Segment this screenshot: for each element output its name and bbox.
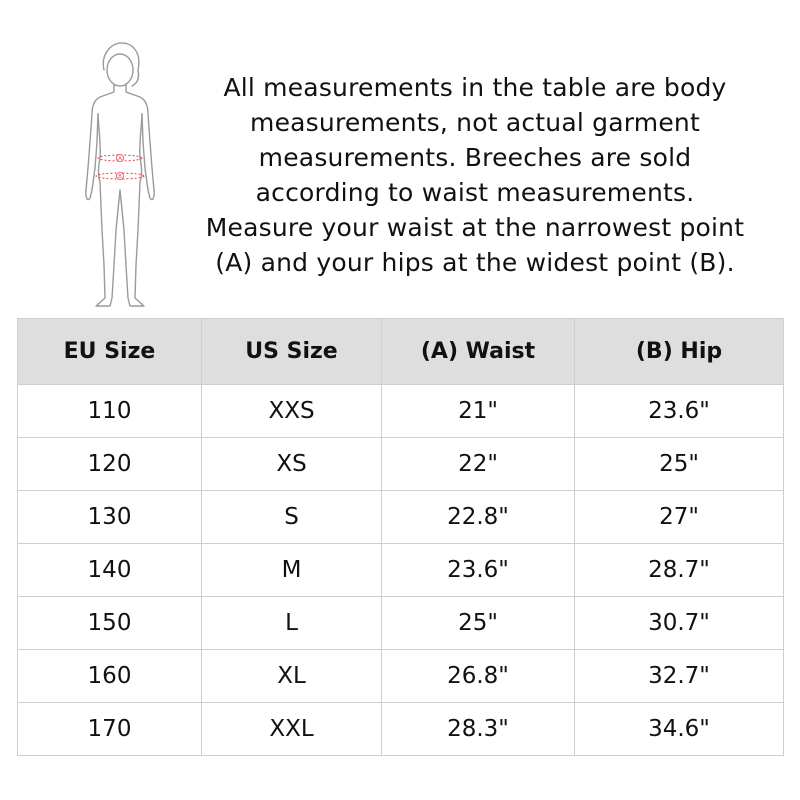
waist-cell: 28.3" [382,703,575,756]
waist-cell: 23.6" [382,544,575,597]
header-hip: (B) Hip [575,319,784,385]
hip-cell: 28.7" [575,544,784,597]
hip-cell: 23.6" [575,385,784,438]
instruction-line: measurements, not actual garment [250,108,700,137]
instruction-line: measurements. Breeches are sold [258,143,692,172]
hip-cell: 30.7" [575,597,784,650]
instruction-line: Measure your waist at the narrowest point [205,213,745,242]
body-measurement-figure [70,40,170,320]
instruction-line: (A) and your hips at the widest point (B). [215,248,735,277]
waist-cell: 22" [382,438,575,491]
us-size-cell: M [202,544,382,597]
header-eu-size: EU Size [18,319,202,385]
us-size-cell: XXS [202,385,382,438]
eu-size-cell: 170 [18,703,202,756]
eu-size-cell: 140 [18,544,202,597]
waist-cell: 21" [382,385,575,438]
table-row [18,544,784,597]
us-size-cell: L [202,597,382,650]
hip-cell: 34.6" [575,703,784,756]
body-measurement-figure-icon [70,40,170,320]
eu-size-cell: 130 [18,491,202,544]
marker-a-label: A [118,156,122,162]
eu-size-cell: 120 [18,438,202,491]
hip-cell: 27" [575,491,784,544]
head-outline [107,54,133,86]
table-row [18,438,784,491]
hip-cell: 32.7" [575,650,784,703]
measurement-instructions [190,70,760,280]
marker-b-label: B [118,174,122,180]
instruction-line: All measurements in the table are body [223,73,727,102]
table-row [18,385,784,438]
table-header-row [18,319,784,385]
us-size-cell: XL [202,650,382,703]
table-row [18,491,784,544]
waist-cell: 22.8" [382,491,575,544]
eu-size-cell: 150 [18,597,202,650]
waist-cell: 25" [382,597,575,650]
left-leg-outline [96,182,120,306]
size-chart-table [17,318,784,756]
table-row [18,597,784,650]
header-us-size: US Size [202,319,382,385]
table-row [18,650,784,703]
waist-cell: 26.8" [382,650,575,703]
instruction-line: according to waist measurements. [255,178,695,207]
torso-left-outline [98,114,100,182]
hip-cell: 25" [575,438,784,491]
hair-outline [103,43,139,86]
torso-right-outline [140,114,142,182]
us-size-cell: XXL [202,703,382,756]
us-size-cell: S [202,491,382,544]
header-waist: (A) Waist [382,319,575,385]
eu-size-cell: 160 [18,650,202,703]
eu-size-cell: 110 [18,385,202,438]
us-size-cell: XS [202,438,382,491]
right-leg-outline [120,182,144,306]
table-row [18,703,784,756]
